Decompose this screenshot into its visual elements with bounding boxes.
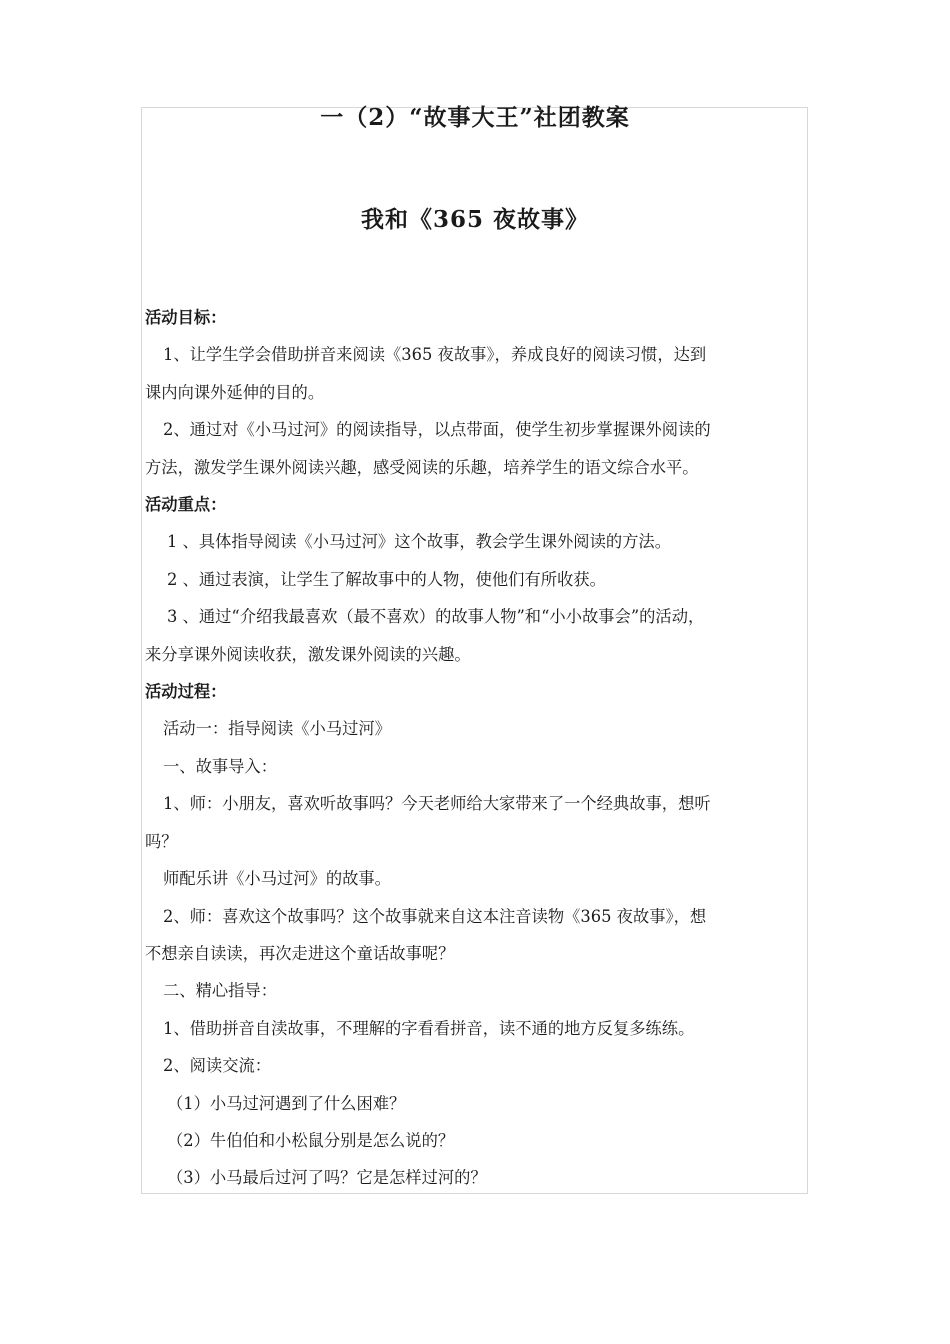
document-body — [145, 299, 807, 1197]
process-guide-2: 2、阅读交流： — [163, 1056, 272, 1076]
process-step-1-line-1: 1、师：小朋友，喜欢听故事吗？今天老师给大家带来了一个经典故事，想听 — [163, 794, 711, 814]
process-question-2: （2）牛伯伯和小松鼠分别是怎么说的？ — [167, 1130, 455, 1150]
process-step-2-line-1: 2、师：喜欢这个故事吗？这个故事就来自这本注音读物《365 夜故事》，想 — [163, 906, 707, 926]
process-question-1: （1）小马过河遇到了什么困难？ — [167, 1093, 406, 1113]
goal-item-2-line-2: 方法，激发学生课外阅读兴趣，感受阅读的乐趣，培养学生的语文综合水平。 — [145, 457, 699, 477]
focus-item-1: 1 、具体指导阅读《小马过河》这个故事，教会学生课外阅读的方法。 — [167, 532, 671, 552]
process-step-1-note: 师配乐讲《小马过河》的故事。 — [163, 869, 391, 889]
goal-item-2-line-1: 2、通过对《小马过河》的阅读指导，以点带面，使学生初步掌握课外阅读的 — [163, 420, 711, 440]
process-step-1-line-2: 吗？ — [145, 831, 178, 851]
document-title: 一（2）“故事大王”社团教案 — [320, 104, 630, 131]
section-heading-goals: 活动目标： — [145, 308, 227, 327]
focus-item-2: 2 、通过表演，让学生了解故事中的人物，使他们有所收获。 — [167, 569, 606, 589]
document-subtitle: 我和《365 夜故事》 — [360, 206, 590, 233]
focus-item-3-line-2: 来分享课外阅读收获，激发课外阅读的兴趣。 — [145, 644, 471, 664]
section-heading-process: 活动过程： — [145, 682, 227, 702]
process-guide-1: 1、借助拼音自渎故事，不理解的字看看拼音，读不通的地方反复多练练。 — [163, 1018, 695, 1038]
section-heading-focus: 活动重点： — [145, 495, 227, 515]
process-question-3: （3）小马最后过河了吗？它是怎样过河的？ — [167, 1168, 487, 1188]
goal-item-1-line-1: 1、让学生学会借助拼音来阅读《365 夜故事》，养成良好的阅读习惯，达到 — [163, 345, 707, 365]
goal-item-1-line-2: 课内向课外延伸的目的。 — [145, 382, 325, 402]
focus-item-3-line-1: 3 、通过“介绍我最喜欢（最不喜欢）的故事人物”和“小小故事会”的活动， — [167, 607, 705, 627]
process-part-2: 二、精心指导： — [163, 981, 277, 1001]
process-step-2-line-2: 不想亲自读读，再次走进这个童话故事呢？ — [145, 943, 455, 963]
process-part-1: 一、故事导入： — [163, 756, 277, 776]
process-activity-1: 活动一：指导阅读《小马过河》 — [163, 719, 391, 739]
